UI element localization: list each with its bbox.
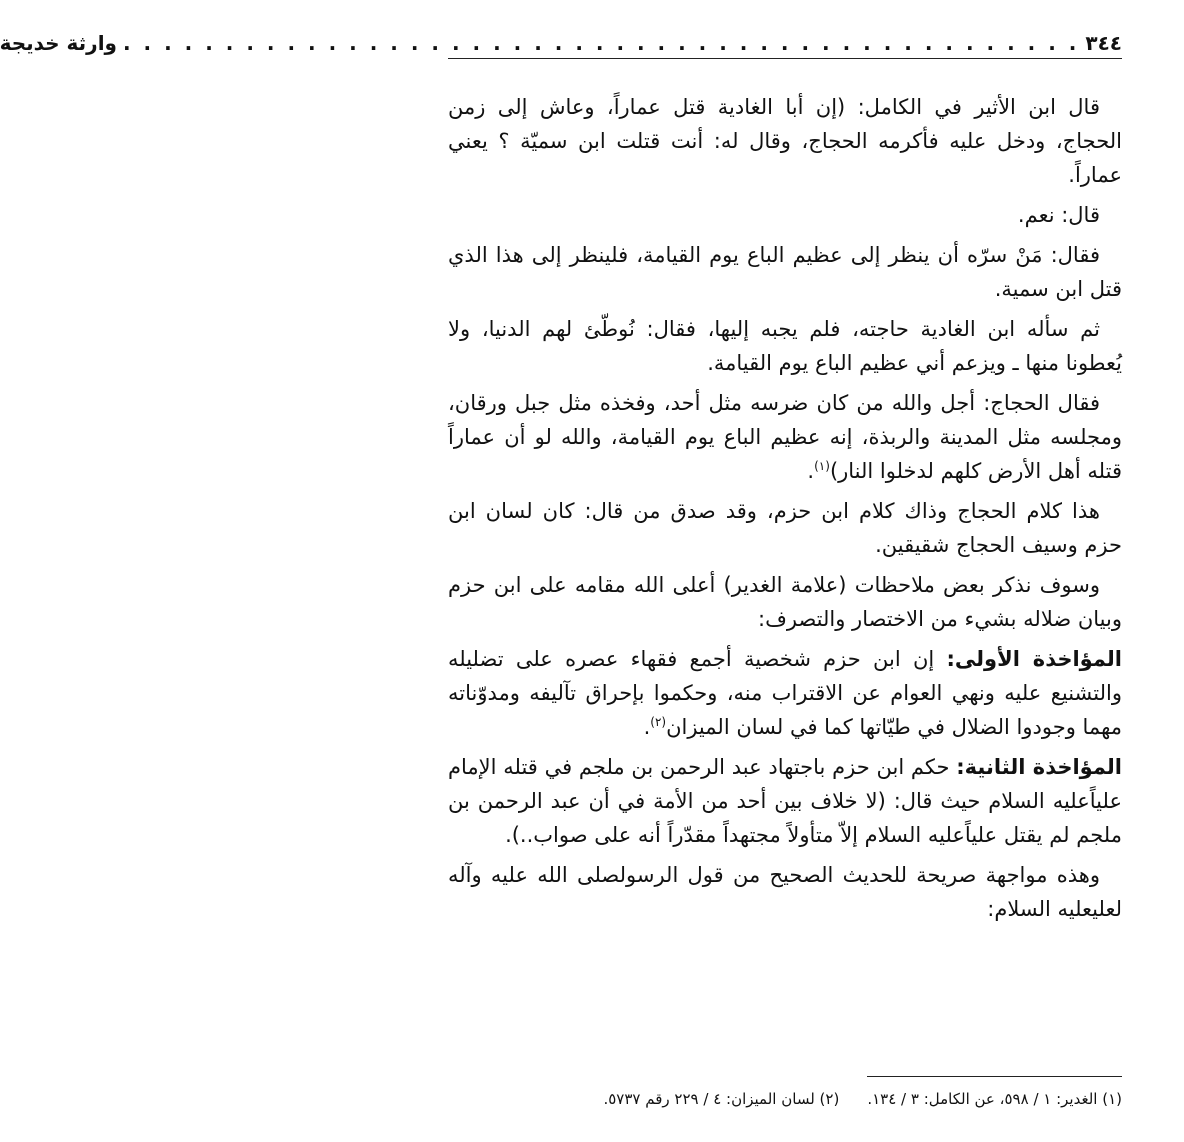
running-header	[0, 28, 1122, 58]
paragraph	[448, 750, 1122, 852]
paragraph-lead: المؤاخذة الثانية:	[956, 755, 1122, 779]
paragraph-text: فقال: مَنْ سرّه أن ينظر إلى عظيم الباع يوم القيامة، فلينظر إلى هذا الذي قتل ابن سمية.	[448, 243, 1122, 301]
paragraph: المؤاخذة الأولى: إن ابن حزم شخصية أجمع فقهاء عصره على تضليله والتشنيع عليه ونهي العوام عن الاقتراب منه، وحكموا بإحراق تآليفه ومدوّناته مهما وجودوا الضلال في طيّاتها كما في لسان الميزان$^{(٢)}$.	[448, 647, 1122, 739]
paragraph-text: حكم ابن حزم باجتهاد عبد الرحمن بن ملجم في قتله الإمام علياًعليه السلام حيث قال: (لا خلاف بين أحد من الأمة في أن عبد الرحمن بن ملجم لم يقتل علياًعليه السلام إلاّ متأولاً مجتهداً مقدّراً أنه على صواب..).	[448, 755, 1122, 847]
paragraph-lead: المؤاخذة الأولى:	[946, 647, 1122, 671]
paragraph	[448, 198, 1122, 232]
paragraph-text: إن ابن حزم شخصية أجمع فقهاء عصره على تضليله والتشنيع عليه ونهي العوام عن الاقتراب منه، وحكموا بإحراق تآليفه ومدوّناته مهما وجودوا الضلال في طيّاتها كما في لسان الميزان	[448, 647, 1122, 739]
footnote: (٢) لسان الميزان: ٤ / ٢٢٩ رقم ٥٧٣٧.	[603, 1090, 840, 1108]
paragraph	[448, 494, 1122, 562]
footnote-ref: (٢)	[650, 715, 667, 729]
footnote-ref: (١)	[814, 459, 830, 473]
running-title: وارثة خديجة	[0, 31, 117, 55]
paragraph-text: وهذه مواجهة صريحة للحديث الصحيح من قول الرسولصلى الله عليه وآله لعليعليه السلام:	[448, 863, 1122, 921]
leader-dots: . . . . . . . . . . . . . . . . . . . . . . . . . . . . . . . . . . . . . . . . . . . . . . .	[122, 31, 1080, 55]
paragraph	[448, 858, 1122, 926]
paragraph-text: قال: نعم.	[1017, 203, 1100, 227]
paragraph-text: وسوف نذكر بعض ملاحظات (علامة الغدير) أعلى الله مقامه على ابن حزم وبيان ضلاله بشيء من الاختصار والتصرف:	[448, 573, 1122, 631]
footnote: (١) الغدير: ١ / ٥٩٨، عن الكامل: ٣ / ١٣٤.	[867, 1090, 1122, 1108]
paragraph	[448, 568, 1122, 636]
paragraph-text: ثم سأله ابن الغادية حاجته، فلم يجبه إليها، فقال: نُوطّئ لهم الدنيا، ولا يُعطونا منها ـ ويزعم أني عظيم الباع يوم القيامة.	[448, 317, 1122, 375]
paragraph-text: قال ابن الأثير في الكامل: (إن أبا الغادية قتل عماراً، وعاش إلى زمن الحجاج، ودخل عليه فأكرمه الحجاج، وقال له: أنت قتلت ابن سميّة ؟ يعني عماراً.	[448, 95, 1122, 187]
footnotes	[448, 1090, 1122, 1108]
page-number: ٣٤٤	[1085, 31, 1122, 55]
paragraph	[448, 238, 1122, 306]
paragraph	[448, 90, 1122, 192]
header-divider	[448, 58, 1122, 59]
paragraph-text: هذا كلام الحجاج وذاك كلام ابن حزم، وقد صدق من قال: كان لسان ابن حزم وسيف الحجاج شقيقين.	[448, 499, 1122, 557]
body-text	[448, 90, 1122, 932]
paragraph: فقال الحجاج: أجل والله من كان ضرسه مثل أحد، وفخذه مثل جبل ورقان، ومجلسه مثل المدينة والربذة، إنه عظيم الباع يوم القيامة، والله لو أن عماراً قتله أهل الأرض كلهم لدخلوا النار)$^{(١)}$.	[448, 391, 1122, 483]
paragraph-text: فقال الحجاج: أجل والله من كان ضرسه مثل أحد، وفخذه مثل جبل ورقان، ومجلسه مثل المدينة والربذة، إنه عظيم الباع يوم القيامة، والله لو أن عماراً قتله أهل الأرض كلهم لدخلوا النار)	[448, 391, 1122, 483]
paragraph	[448, 312, 1122, 380]
footnote-divider	[867, 1076, 1122, 1077]
